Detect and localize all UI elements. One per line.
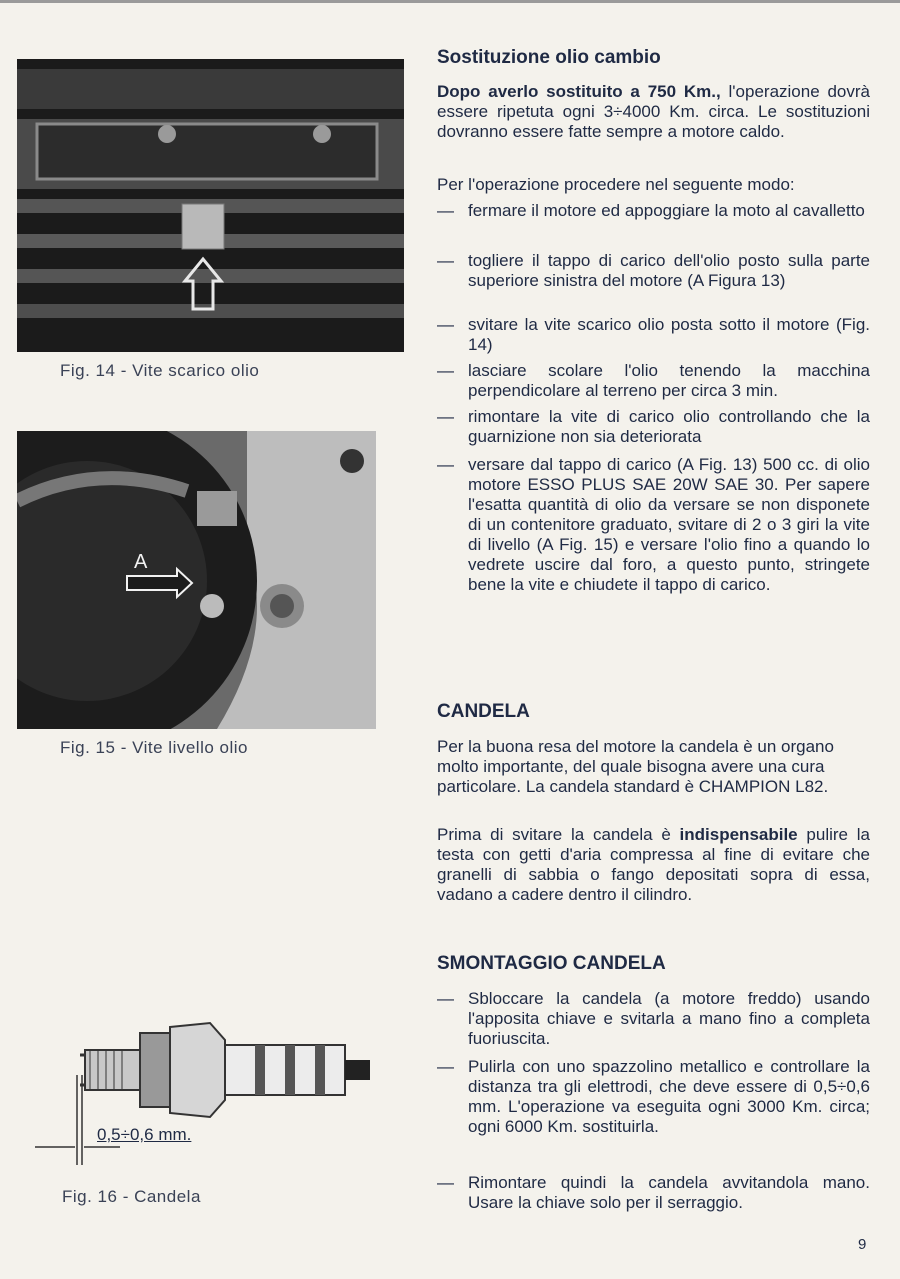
- dash: —: [437, 201, 454, 220]
- heading-oil-change: Sostituzione olio cambio: [437, 47, 661, 68]
- oil-level-screw-illustration: [17, 431, 376, 729]
- fig16-caption: Fig. 16 - Candela: [62, 1187, 201, 1206]
- dash: —: [437, 455, 454, 474]
- top-rule: [0, 0, 900, 3]
- oil-step-text: lasciare scolare l'olio tenendo la macchina perpendicolare al terreno per circa 3 min.: [468, 361, 870, 400]
- dash: —: [437, 1057, 454, 1076]
- fig16-sparkplug-drawing: [30, 1015, 380, 1165]
- oil-step: [437, 455, 870, 595]
- fig15-label-a: A: [134, 551, 148, 573]
- fig15-photo: [17, 431, 376, 729]
- intro-bold: Dopo averlo sostituito a 750 Km.,: [437, 82, 721, 101]
- dash: —: [437, 315, 454, 334]
- oil-step-text: versare dal tappo di carico (A Fig. 13) 500 cc. di olio motore ESSO PLUS SAE 20W SAE 30. Per sapere l'esatta quantità di olio da versare se non disponete di un contenitore graduato, svitare di 2 o 3 giri la vite di livello (A Fig. 15) e versare l'olio fino a quando lo vedrete uscire dal foro, a questo punto, stringete bene la vite e chiudete il tappo di carico.: [468, 455, 870, 594]
- oil-step: [437, 361, 870, 401]
- procedure-intro: Per l'operazione procedere nel seguente modo:: [437, 175, 795, 194]
- smontaggio-step: [437, 1057, 870, 1137]
- fig14-caption: Fig. 14 - Vite scarico olio: [60, 361, 260, 380]
- dash: —: [437, 361, 454, 380]
- candela-paragraph-1: Per la buona resa del motore la candela è un organo molto importante, del quale bisogna avere una cura particolare. La candela standard è CHAMPION L82.: [437, 737, 834, 796]
- smontaggio-step: [437, 989, 870, 1049]
- oil-step-text: fermare il motore ed appoggiare la moto al cavalletto: [468, 201, 865, 220]
- intro-paragraph: [437, 82, 870, 142]
- dash: —: [437, 251, 454, 270]
- page-number: 9: [858, 1236, 867, 1253]
- dash: —: [437, 407, 454, 426]
- smontaggio-step: [437, 1173, 870, 1213]
- candela-p2-b: pulire la testa con getti d'aria compressa al fine di evitare che granelli di sabbia o fango depositati sopra di essa, vadano a cadere dentro il cilindro.: [437, 825, 870, 904]
- heading-smontaggio: SMONTAGGIO CANDELA: [437, 953, 666, 974]
- oil-step-text: svitare la vite scarico olio posta sotto il motore (Fig. 14): [468, 315, 870, 354]
- oil-step: [437, 315, 870, 355]
- smontaggio-step-text: Rimontare quindi la candela avvitandola mano. Usare la chiave solo per il serraggio.: [468, 1173, 870, 1212]
- intro-rest: l'operazione dovrà essere ripetuta ogni 3÷4000 Km. circa. Le sostituzioni dovranno essere fatte sempre a motore caldo.: [437, 82, 871, 141]
- candela-p2-bold: indispensabile: [679, 825, 798, 844]
- oil-step: [437, 251, 870, 291]
- oil-step-text: togliere il tappo di carico dell'olio posto sulla parte superiore sinistra del motore (A Figura 13): [468, 251, 870, 290]
- oil-step: [437, 201, 870, 221]
- candela-p2-a: Prima di svitare la candela è: [437, 825, 680, 844]
- smontaggio-step-text: Sbloccare la candela (a motore freddo) usando l'apposita chiave e svitarla a mano fino a completa fuoriuscita.: [468, 989, 870, 1048]
- smontaggio-step-text: Pulirla con uno spazzolino metallico e controllare la distanza tra gli elettrodi, che deve essere di 0,5÷0,6 mm. L'operazione va eseguita ogni 3000 Km. circa; ogni 6000 Km. sostituirla.: [468, 1057, 870, 1136]
- candela-paragraph-2: [437, 825, 870, 905]
- fig15-caption: Fig. 15 - Vite livello olio: [60, 738, 248, 757]
- engine-drain-illustration: [17, 59, 404, 352]
- oil-step: [437, 407, 870, 447]
- dash: —: [437, 989, 454, 1008]
- heading-candela: CANDELA: [437, 701, 530, 722]
- oil-step-text: rimontare la vite di carico olio controllando che la guarnizione non sia deteriorata: [468, 407, 870, 446]
- fig14-photo: [17, 59, 404, 352]
- spark-plug-illustration: [30, 1015, 380, 1165]
- dash: —: [437, 1173, 454, 1192]
- fig16-gap-label: 0,5÷0,6 mm.: [97, 1125, 192, 1144]
